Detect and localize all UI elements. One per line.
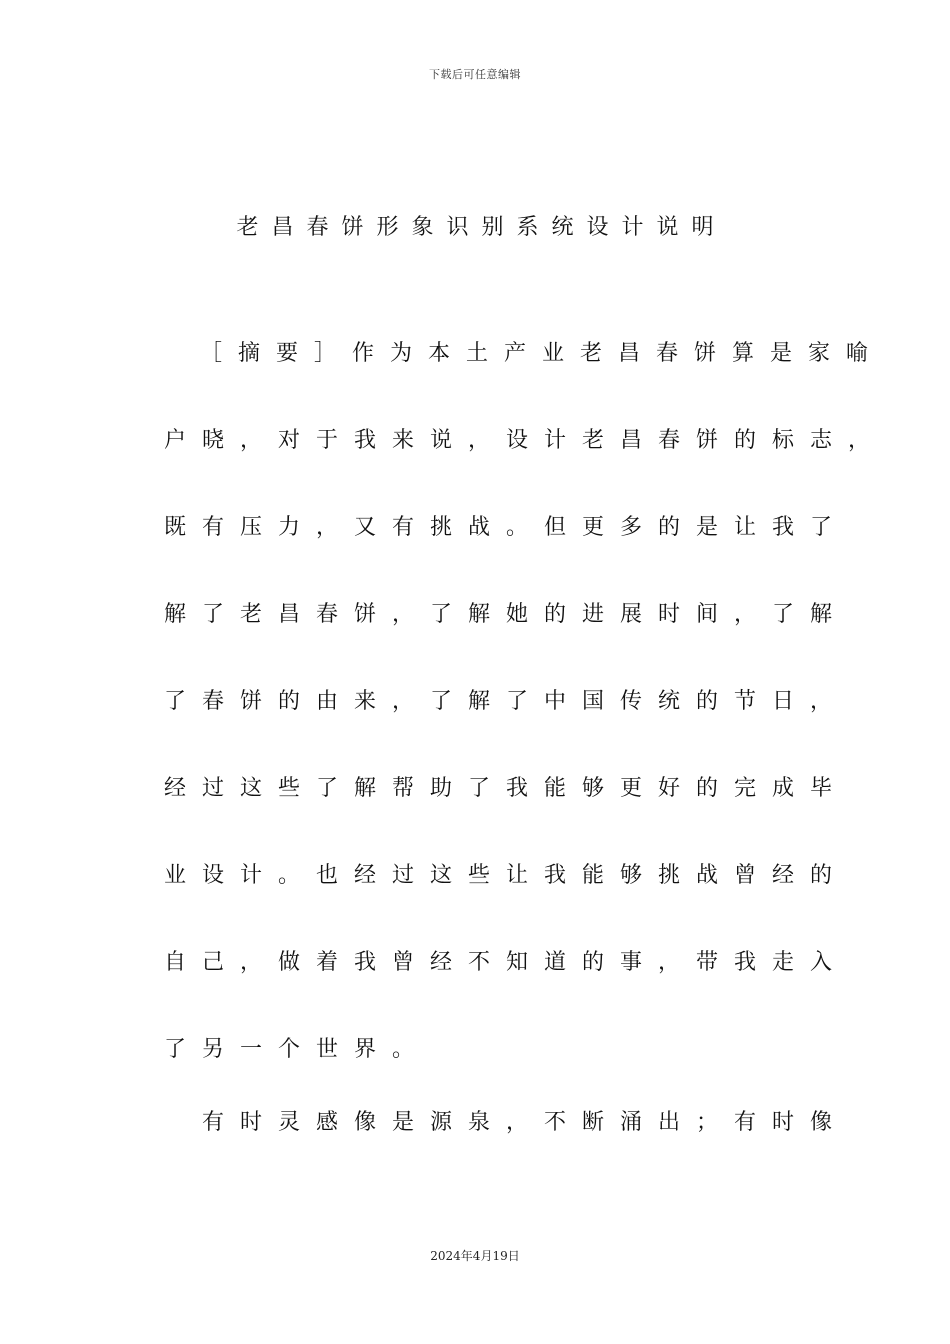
abstract-line-9: 了另一个世界。 [164, 1037, 431, 1062]
abstract-line-5: 了春饼的由来，了解了中国传统的节日， [164, 689, 849, 714]
abstract-line-7: 业设计。也经过这些让我能够挑战曾经的 [164, 863, 849, 888]
abstract-line-6: 经过这些了解帮助了我能够更好的完成毕 [164, 776, 849, 801]
abstract-line-8: 自己，做着我曾经不知道的事，带我走入 [164, 950, 849, 975]
abstract-line-4: 解了老昌春饼，了解她的进展时间，了解 [164, 602, 849, 627]
paragraph2-line-1: 有时灵感像是源泉，不断涌出；有时像 [202, 1110, 849, 1135]
abstract-line-3: 既有压力，又有挑战。但更多的是让我了 [164, 515, 849, 540]
page-footer-date: 2024年4月19日 [430, 1249, 520, 1263]
abstract-line-2: 户晓，对于我来说，设计老昌春饼的标志， [164, 428, 887, 453]
abstract-line-1: ［摘要］作为本土产业老昌春饼算是家喻 [200, 341, 885, 366]
document-title: 老昌春饼形象识别系统设计说明 [236, 215, 727, 240]
page-header: 下载后可任意编辑 [429, 68, 521, 81]
